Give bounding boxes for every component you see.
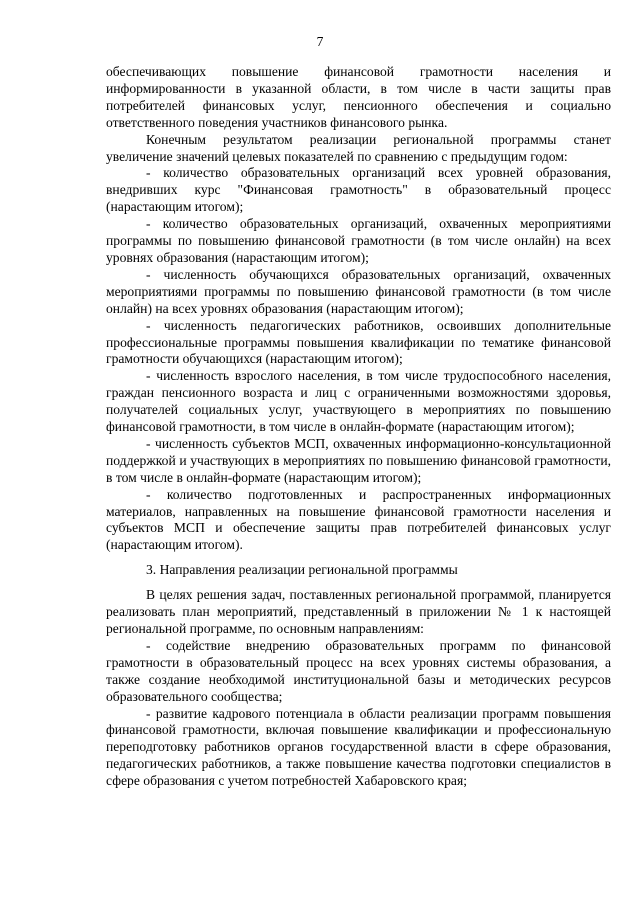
paragraph: В целях решения задач, поставленных региональной программой, планируется реализовать план мероприятий, представленный в приложении № 1 к настоящей региональной программе, по основным направлениям: [106, 587, 611, 636]
list-item: - численность педагогических работников, освоивших дополнительные профессиональные программы повышения квалификации по тематике финансовой грамотности обучающихся (нарастающим итогом); [106, 317, 611, 367]
list-item: - численность взрослого населения, в том числе трудоспособного населения, граждан пенсионного возраста и лиц с ограниченными возможностями здоровья, получателей социальных услуг, участвующего в мероприятиях по повышению финансовой грамотности, в том числе в онлайн-формате (нарастающим итогом); [106, 368, 611, 435]
list-item: - развитие кадрового потенциала в области реализации программ повышения финансовой грамотности, включая повышение квалификации и профессиональную переподготовку работников органов государственной власти в сфере образования, педагогических работников, а также повышение качества подготовки специалистов в сфере образования с учетом потребностей Хабаровского края; [106, 705, 611, 789]
page-number: 7 [316, 34, 324, 49]
list-item: - численность субъектов МСП, охваченных информационно-консультационной поддержкой и участвующих в мероприятиях по повышению финансовой грамотности, в том числе в онлайн-формате (нарастающим итогом); [106, 435, 611, 485]
list-item: - количество подготовленных и распространенных информационных материалов, направленных на повышение финансовой грамотности населения и субъектов МСП и обеспечение защиты прав потребителей финансовых услуг (нарастающим итогом). [106, 486, 611, 553]
paragraph: обеспечивающих повышение финансовой грамотности населения и информированности в указанной области, в том числе в части защиты прав потребителей финансовых услуг, пенсионного обеспечения и социально ответственного поведения участников финансового рынка. [106, 64, 611, 130]
list-item: - содействие внедрению образовательных программ по финансовой грамотности в образовательный процесс на всех уровнях системы образования, а также создание необходимой институциональной базы и методических ресурсов образовательного сообщества; [106, 637, 611, 704]
list-item: - численность обучающихся образовательных организаций, охваченных мероприятиями программы по повышению финансовой грамотности (в том числе онлайн) на всех уровнях образования (нарастающим итогом); [106, 266, 611, 316]
list-item: - количество образовательных организаций, охваченных мероприятиями программы по повышению финансовой грамотности (в том числе онлайн) на всех уровнях образования (нарастающим итогом); [106, 216, 611, 265]
document-body [106, 64, 611, 790]
paragraph: Конечным результатом реализации региональной программы станет увеличение значений целевых показателей по сравнению с предыдущим годом: [106, 131, 611, 164]
list-item: - количество образовательных организаций всех уровней образования, внедривших курс "Финансовая грамотность" в образовательный процесс (нарастающим итогом); [106, 165, 611, 215]
section-heading: 3. Направления реализации региональной программы [146, 562, 458, 578]
